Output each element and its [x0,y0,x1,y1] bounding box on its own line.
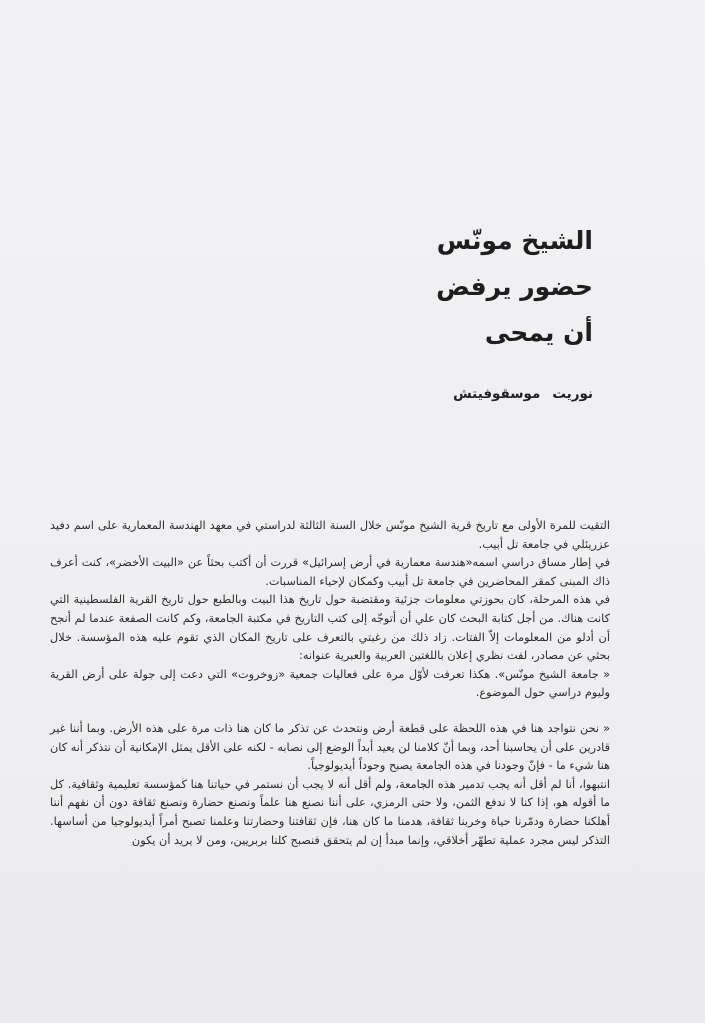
author-name [453,386,593,402]
body-paragraph-3: في هذه المرحلة، كان بحوزتي معلومات جزئية ومقتضبة حول تاريخ هذا البيت وبالطبع حول تاريخ القرية الفلسطينية التي كانت هناك. من أجل كتابة البحث كان علي أن أتوجّه إلى كتب التاريخ في مكتبة الجامعة، وكم كانت الصفعة عندما لم أنجح أن أدلو من المعلومات إلاّ الفتات. زاد ذلك من رغبتي بالتعرف على تاريخ المكان الذي تقوم عليه هذه المؤسسة. خلال بحثي عن مصادر، لفت نظري إعلان باللغتين العربية والعبرية عنوانه: [50,593,610,663]
quote-paragraph-2: انتبهوا، أنا لم أقل أنه يجب تدمير هذه الجامعة، ولم أقل أنه لا يجب أن نستمر في حياتنا هنا كمؤسسة تعليمية وثقافية. كل ما أقوله هو، إذا كنا لا ندفع الثمن، ولا حتى الرمزي، على أننا نصنع هنا علماً ونصنع حضارة ونصنع ثقافة دون أن نفهم أننا أهلكنا حضارة ودمّرنا حياة وخربنا ثقافة، هدمنا ما كان هنا، فإن ثقافتنا وحضارتنا وعلمنا تصبح أمراً أيديولوجيا من أساسها. التذكر ليس مجرد عملية تطهّر أخلاقي، وإنما مبدأ إن لم يتحقق فنصبح كلنا بربريين، ومن لا يريد أن يكون [50,777,610,847]
title-line-1: الشيخ مونّس [436,226,593,255]
article-title [436,218,593,356]
title-line-2: حضور يرفض [436,272,593,301]
body-paragraph-2: في إطار مساق دراسي اسمه«هندسة معمارية في أرض إسرائيل» قررت أن أكتب بحثاً عن «البيت الأخضر»، كنت أعرف ذاك المبنى كمقر المحاضرين في جامعة تل أبيب وكمكان لإحياء المناسبات. [50,556,610,588]
body-paragraph-4: « جامعة الشيخ مونّس». هكذا تعرفت لأوّل مرة على فعاليات جمعية «زوخروت» التي دعت إلى جولة على أرض القرية وليوم دراسي حول الموضوع. [50,667,610,700]
author-first-name: نوريت [552,386,593,402]
body-paragraph-1: التقيت للمرة الأولى مع تاريخ قرية الشيخ مونّس خلال السنة الثالثة لدراستي في معهد الهندسة المعمارية على اسم دفيد عزريئلي في جامعة تل أبيب. [50,519,610,551]
article-body [50,517,610,850]
quote-paragraph-1: « نحن نتواجد هنا في هذه اللحظة على قطعة أرض ونتحدث عن تذكر ما كان هنا ذات مرة على هذه الأرض. وبما أننا غير قادرين على أن يحاسبنا أحد، وبما أنّ كلامنا لن يعيد أبداً الوضع إلى نصابه - لكنه على الأقل يمثل الإمكانية أن نتذكر أنه كان هنا شيء ما - فإنّ وجودنا في هذه الجامعة يصبح وجوداً أيديولوجياً. [50,721,610,773]
author-last-name: موسقوفيتش [453,386,541,402]
section-divider [50,703,610,720]
title-line-3: أن يمحى [484,318,593,347]
